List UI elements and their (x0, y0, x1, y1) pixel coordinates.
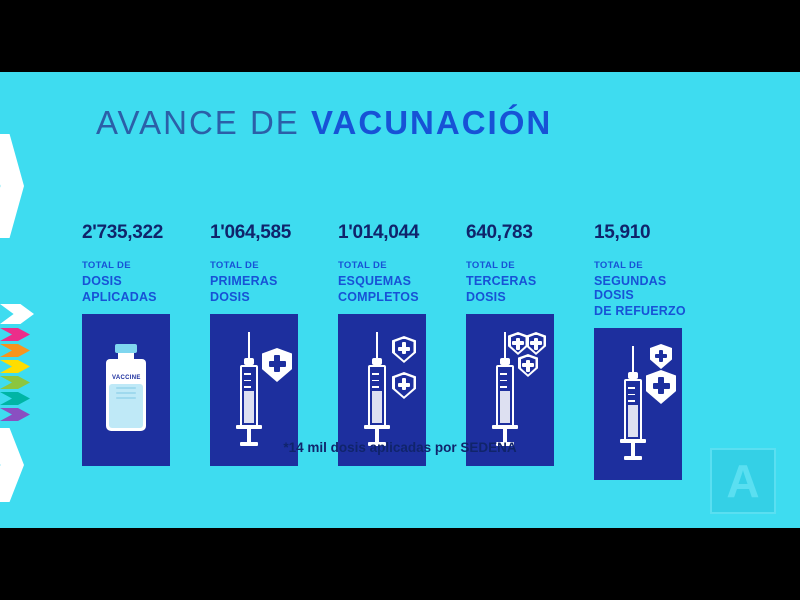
stat-label-line1: ESQUEMAS (338, 274, 412, 288)
syringe-icon (236, 332, 262, 452)
footnote-text: *14 mil dosis aplicadas por SEDENA (283, 440, 517, 455)
stat-eyebrow: TOTAL DE (594, 260, 643, 271)
stat-number: 1'014,044 (338, 222, 420, 243)
shield-cross-outline-icon (518, 354, 538, 377)
shield-cross-icon (646, 370, 676, 404)
chevron-pink-icon (0, 328, 30, 341)
stat-number: 2'735,322 (82, 222, 164, 243)
channel-logo-watermark: A (710, 448, 776, 514)
chevron-white-top-icon (0, 134, 24, 238)
shield-cross-outline-icon (508, 332, 528, 355)
stat-label-line2: DOSIS (210, 290, 250, 304)
chevron-orange-icon (0, 344, 30, 357)
shield-cross-icon (650, 344, 672, 369)
stat-label-line2: DOSIS (466, 290, 506, 304)
chevron-teal-icon (0, 392, 30, 405)
stat-number: 1'064,585 (210, 222, 292, 243)
title-bold-part: VACUNACIÓN (311, 104, 553, 141)
chevron-green-icon (0, 376, 30, 389)
syringe-icon (364, 332, 390, 452)
page-title (96, 104, 552, 142)
vial-label-text: VACCINE (112, 375, 141, 381)
stat-label-line1: PRIMERAS (210, 274, 278, 288)
title-thin-part: AVANCE DE (96, 104, 311, 141)
stat-illustration-card (594, 328, 682, 480)
vaccine-vial-icon (104, 344, 148, 431)
stat-label-line2: DE REFUERZO (594, 304, 686, 318)
stat-eyebrow: TOTAL DE (338, 260, 387, 271)
stat-label-line1: TERCERAS (466, 274, 537, 288)
stat-number: 640,783 (466, 222, 533, 243)
decorative-chevron-stripes (0, 72, 46, 528)
stat-label-line2: APLICADAS (82, 290, 157, 304)
stat-label-line1: DOSIS (82, 274, 122, 288)
stat-label-line1: SEGUNDAS DOSIS (594, 274, 667, 302)
stat-label-line2: COMPLETOS (338, 290, 419, 304)
stat-eyebrow: TOTAL DE (210, 260, 259, 271)
chevron-yellow-icon (0, 360, 30, 373)
shield-cross-outline-icon (526, 332, 546, 355)
chevron-white-mid-icon (0, 304, 34, 324)
stat-eyebrow: TOTAL DE (466, 260, 515, 271)
shield-cross-outline-icon (392, 336, 416, 363)
chevron-purple-icon (0, 408, 30, 421)
stat-eyebrow: TOTAL DE (82, 260, 131, 271)
slide (0, 72, 800, 528)
shield-cross-icon (262, 348, 292, 382)
stat-number: 15,910 (594, 222, 651, 243)
shield-cross-outline-icon (392, 372, 416, 399)
